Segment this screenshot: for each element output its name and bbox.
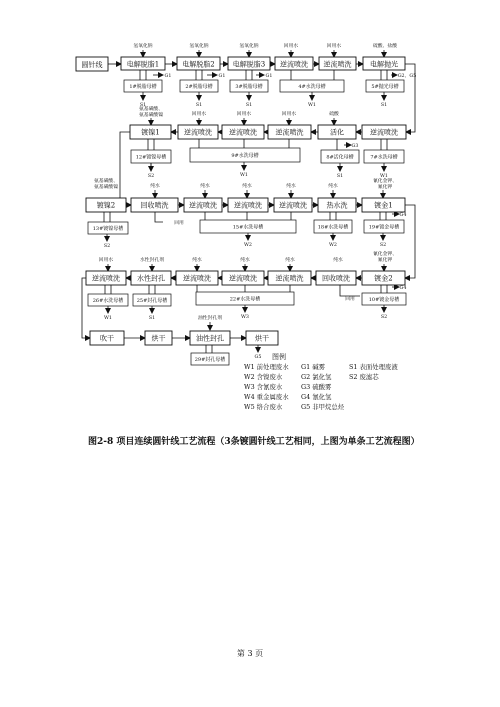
tank-label-5: 5#抛光母槽 <box>371 84 399 90</box>
input-pure-6: 纯水 <box>192 258 202 263</box>
input-oil-seal-agent: 油性封孔剂 <box>198 316 222 321</box>
emit-w1-c: W1 <box>380 174 388 179</box>
legend-item: G5 非甲烷总烃 <box>301 403 345 411</box>
label-cs3: 逆流喷洗 <box>184 128 212 137</box>
legend-title: 图例 <box>272 353 286 361</box>
tank-label-13: 13#镀镍母槽 <box>92 226 124 232</box>
input-naoh-1: 氢氧化钠 <box>133 44 153 49</box>
emit-g4-a: G4 <box>399 213 407 218</box>
emit-s1-b: S1 <box>195 103 203 108</box>
tank-label-22: 22#水洗母槽 <box>229 296 261 303</box>
emit-s1-d: S1 <box>380 103 388 108</box>
legend-item: G3 硫酸雾 <box>301 383 332 391</box>
input-sulfuric: 硫酸 <box>329 112 339 117</box>
emit-w1-b: W1 <box>240 173 248 178</box>
emit-s2-c: S2 <box>379 243 387 248</box>
label-cs2: 逆流喷洗 <box>323 60 352 69</box>
input-reuse-1: 回用水 <box>283 44 299 49</box>
label-cs10: 逆流喷洗 <box>183 274 211 283</box>
label-cs12: 逆流喷洗 <box>275 274 304 283</box>
page-number: 第 3 页 <box>236 649 264 658</box>
input-pure-8: 纯水 <box>285 258 295 263</box>
tank-label-10: 10#镀金母槽 <box>368 297 400 303</box>
legend-item: W3 含氰废水 <box>244 383 283 391</box>
emit-w2-b: W2 <box>329 243 337 248</box>
label-ws: 水性封孔 <box>137 274 165 283</box>
emit-s2-b: S2 <box>103 244 111 249</box>
tank-label-1: 1#脱脂母槽 <box>129 84 157 90</box>
label-ed1: 电解脱脂1 <box>126 60 160 69</box>
input-reuse-5: 回用水 <box>191 112 207 117</box>
input-gold-2b: 氰化钾 <box>377 258 393 263</box>
input-reuse-6: 回用水 <box>98 258 114 263</box>
input-reuse-back-1: 回用 <box>174 221 184 226</box>
emit-s1-a: S1 <box>139 103 147 108</box>
label-activation: 活化 <box>330 128 344 137</box>
figure-caption: 图2-8 项目连续圆针线工艺流程（3条镀圆针线工艺相同，上图为单条工艺流程图） <box>88 437 420 447</box>
emit-g1-c: G1 <box>265 74 273 79</box>
input-gold-1b: 氰化钾 <box>377 185 393 190</box>
tank-label-25: 25#封孔母槽 <box>136 298 168 304</box>
input-naoh-2: 氢氧化钠 <box>189 44 209 49</box>
tank-label-18: 18#水洗母槽 <box>317 224 349 231</box>
label-cs4: 逆流喷洗 <box>275 128 304 137</box>
label-ep: 电解抛光 <box>370 60 398 69</box>
label-cs8: 逆流喷洗 <box>279 201 307 210</box>
label-bake-1: 烘干 <box>151 334 166 343</box>
label-cs11: 逆流喷洗 <box>229 274 257 283</box>
tank-label-7: 7#水洗母槽 <box>370 154 398 161</box>
legend-item: S2 废滤芯 <box>349 373 379 381</box>
label-blow-dry: 吹干 <box>100 334 114 343</box>
emit-g1-a: G1 <box>164 74 172 79</box>
label-cs1: 逆流喷洗 <box>280 60 308 69</box>
input-reuse-4: 回用水 <box>236 112 252 117</box>
tank-label-3: 3#脱脂母槽 <box>235 84 263 90</box>
legend-item: G1 碱雾 <box>301 363 325 371</box>
label-hot: 热水洗 <box>326 201 348 210</box>
label-ed3: 电解脱脂3 <box>232 60 266 69</box>
label-bake-2: 烘干 <box>255 334 269 343</box>
input-pure-2: 纯水 <box>200 184 210 189</box>
tank-label-29: 29#封孔母槽 <box>194 357 226 363</box>
emit-s1-f: S1 <box>148 316 156 321</box>
emit-w3: W3 <box>241 315 249 320</box>
emit-w2-a: W2 <box>244 243 252 248</box>
input-pure-9: 纯水 <box>333 258 343 263</box>
emit-g3: G3 <box>351 144 359 149</box>
emit-w1-d: W1 <box>104 316 112 321</box>
input-pure-7: 纯水 <box>240 258 250 263</box>
label-cs3b: 逆流喷洗 <box>229 128 257 137</box>
tank-label-19: 19#镀金母槽 <box>368 224 400 231</box>
input-seal-agent: 水性封孔剂 <box>140 258 164 263</box>
label-needle-line: 圆针线 <box>81 61 103 69</box>
tank-label-12: 12#镀镍母槽 <box>135 154 167 161</box>
emit-s2-d: S2 <box>380 315 388 320</box>
emit-g2-g5: G2、G5 <box>397 74 417 79</box>
label-rec2: 回收喷洗 <box>322 274 350 283</box>
label-rec1: 回收喷洗 <box>140 201 169 210</box>
input-reuse-3: 回用水 <box>281 112 297 117</box>
input-naoh-3: 氢氧化钠 <box>239 44 259 49</box>
input-reuse-2: 回用水 <box>326 44 342 49</box>
tank-label-26: 26#水洗母槽 <box>92 298 124 304</box>
label-ed2: 电解脱脂2 <box>182 60 215 69</box>
input-ni-chem-2a: 氨基磺酸、 <box>94 179 118 184</box>
legend-item: S1 表面处理废液 <box>349 363 398 371</box>
input-gold-2a: 氰化金钾、 <box>373 252 397 257</box>
input-ni-chem-1b: 氨基磺酸镍 <box>139 113 163 118</box>
label-ni2: 镀镍2 <box>96 201 116 210</box>
input-pure-1: 纯水 <box>150 184 160 189</box>
input-ni-chem-1a: 氨基磺酸、 <box>139 107 163 112</box>
tank-label-9: 9#水洗母槽 <box>231 153 259 159</box>
input-pure-4: 纯水 <box>286 184 296 189</box>
input-gold-1a: 氰化金钾、 <box>373 179 397 184</box>
tank-label-4: 4#水洗母槽 <box>298 84 326 90</box>
tank-label-15: 15#水洗母槽 <box>232 224 264 231</box>
legend-item: W1 前处理废水 <box>244 363 289 371</box>
label-cs5: 逆流喷洗 <box>370 128 398 137</box>
label-ni1: 镀镍1 <box>141 128 160 137</box>
tank-label-2: 2#脱脂母槽 <box>185 84 213 90</box>
label-au2: 镀金2 <box>374 274 393 283</box>
legend-item: G2 氯化氢 <box>301 373 332 381</box>
legend-item: G4 氰化氢 <box>301 393 332 401</box>
input-acid: 硫酸、盐酸 <box>373 44 397 49</box>
label-cs7: 逆流喷洗 <box>234 201 262 210</box>
input-ni-chem-2b: 氨基磺酸镍 <box>94 185 118 190</box>
emit-g5: G5 <box>254 355 262 360</box>
label-oil-seal: 油性封孔 <box>196 334 224 343</box>
label-cs9: 逆流喷洗 <box>92 274 120 283</box>
emit-g4-b: G4 <box>399 286 407 291</box>
tank-label-8: 8#活化母槽 <box>326 154 354 161</box>
emit-s1-e: S1 <box>336 174 344 179</box>
legend-item: W2 含镍废水 <box>244 373 283 381</box>
emit-s2-a: S2 <box>147 174 155 179</box>
label-cs6: 逆流喷洗 <box>189 201 217 210</box>
input-pure-3: 纯水 <box>242 184 252 189</box>
emit-s1-c: S1 <box>245 103 253 108</box>
input-pure-5: 纯水 <box>328 184 338 189</box>
legend-item: W5 络合废水 <box>244 403 283 411</box>
input-reuse-back-2: 回用 <box>345 297 355 302</box>
label-au1: 镀金1 <box>374 201 393 210</box>
legend-item: W4 重金属废水 <box>244 393 289 401</box>
emit-w1-a: W1 <box>308 103 316 108</box>
emit-g1-b: G1 <box>218 74 226 79</box>
